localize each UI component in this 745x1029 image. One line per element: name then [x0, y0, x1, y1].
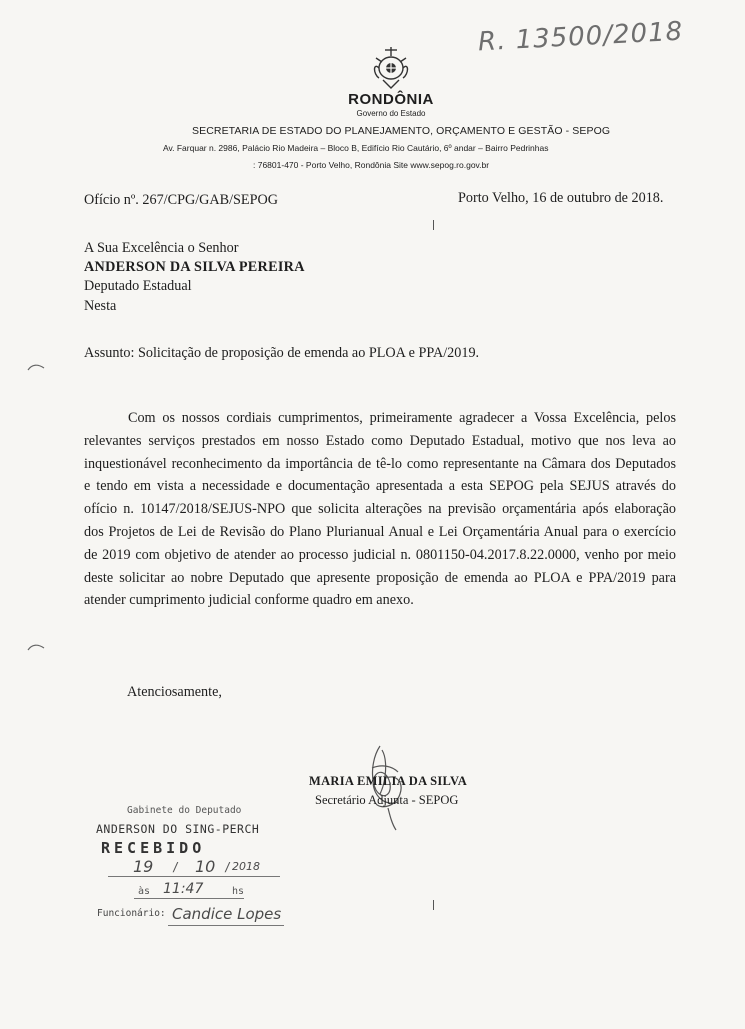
- stamp-gabinete: Gabinete do Deputado: [127, 805, 242, 816]
- stamp-date-separator: /: [172, 860, 180, 874]
- body-line: de 2019 com objetivo de atender ao processo judicial n. 0801150-04.2017.8.22.0000, venho por meio: [84, 546, 676, 563]
- stamp-deputy-name: ANDERSON DO SING-PERCH: [96, 822, 260, 836]
- body-line: deste solicitar ao nobre Deputado que apresente proposição de emenda ao PLOA e PPA/2019 para: [84, 569, 676, 586]
- recipient-location: Nesta: [84, 298, 117, 314]
- stray-mark: [433, 900, 434, 910]
- stamp-time-prefix: às: [138, 886, 151, 897]
- letterhead-subtitle: Governo do Estado: [356, 109, 426, 118]
- stamp-time-underline: [134, 898, 244, 899]
- letterhead-address-line2: : 76801-470 - Porto Velho, Rondônia Site www.sepog.ro.gov.br: [253, 160, 490, 170]
- recipient-name: ANDERSON DA SILVA PEREIRA: [84, 259, 305, 275]
- letterhead-name: RONDÔNIA: [348, 91, 434, 108]
- closing: Atenciosamente,: [127, 684, 222, 700]
- body-line: inquestionável reconhecimento da importância de tê-lo como representante na Câmara dos Deputados: [84, 455, 676, 472]
- signatory-role: Secretário Adjunta - SEPOG: [315, 793, 459, 807]
- margin-mark-icon: [26, 642, 46, 652]
- document-date: Porto Velho, 16 de outubro de 2018.: [458, 190, 664, 206]
- stamp-funcionario-signature: Candice Lopes: [172, 905, 282, 923]
- stamp-date-day: 19: [133, 857, 154, 876]
- body-paragraph: [84, 407, 676, 612]
- recipient-title: Deputado Estadual: [84, 278, 192, 294]
- stamp-date-separator: /: [224, 860, 232, 874]
- letterhead-secretaria: SECRETARIA DE ESTADO DO PLANEJAMENTO, ORÇAMENTO E GESTÃO - SEPOG: [192, 125, 611, 137]
- body-line: relevantes serviços prestados em nosso Estado como Deputado Estadual, motivo que nos leva ao: [84, 432, 676, 449]
- stamp-date-year: 2018: [232, 860, 260, 873]
- recipient-salutation: A Sua Excelência o Senhor: [84, 240, 239, 256]
- stamp-time: 11:47: [163, 881, 204, 897]
- stamp-funcionario-underline: [168, 925, 284, 926]
- body-line: dos Projetos de Lei de Revisão do Plano Plurianual Anual e Lei Orçamentária Anual para o exercício: [84, 523, 676, 540]
- stamp-time-suffix: hs: [232, 886, 245, 897]
- stamp-date-month: 10: [195, 857, 216, 876]
- body-line: ofício n. 10147/2018/SEJUS-NPO que solicita alterações na previsão orçamentária após elaboração: [84, 501, 676, 518]
- stamp-recebido: RECEBIDO: [101, 839, 206, 857]
- signatory-name: MARIA EMILIA DA SILVA: [309, 774, 468, 788]
- stamp-funcionario-label: Funcionário:: [97, 908, 166, 919]
- oficio-number: Ofício nº. 267/CPG/GAB/SEPOG: [84, 192, 278, 208]
- body-line: Com os nossos cordiais cumprimentos, primeiramente agradecer a Vossa Excelência, pelos: [128, 410, 676, 426]
- body-line: e tendo em vista a necessidade e documentação apresentada a esta SEPOG pela SEJUS através do: [84, 478, 676, 495]
- letterhead-address-line1: Av. Farquar n. 2986, Palácio Rio Madeira – Bloco B, Edifício Rio Cautário, 6º andar – Bairro Pedrinhas: [163, 143, 549, 153]
- stray-mark: [433, 220, 434, 230]
- handwritten-reference: R. 13500/2018: [477, 16, 684, 58]
- body-line: atender cumprimento judicial conforme quadro em anexo.: [84, 592, 414, 609]
- subject-line: Assunto: Solicitação de proposição de emenda ao PLOA e PPA/2019.: [84, 345, 480, 361]
- margin-mark-icon: [26, 362, 46, 372]
- state-crest-icon: [368, 44, 414, 92]
- stamp-date-underline: [108, 876, 280, 877]
